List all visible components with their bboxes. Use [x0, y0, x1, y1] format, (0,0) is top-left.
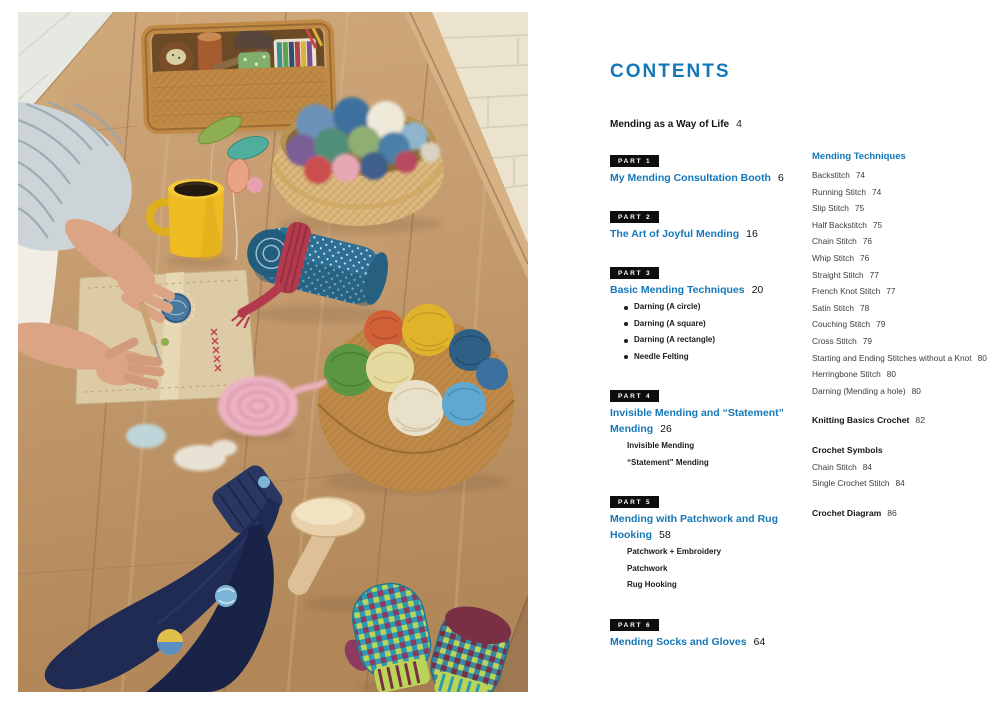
part-items	[610, 544, 825, 594]
technique-entry	[812, 300, 992, 317]
toc-intro-page-number: 4	[736, 118, 742, 130]
technique-page-number: 75	[854, 203, 865, 214]
part-badge: PART 5	[610, 496, 659, 508]
knitting-basics-entry: Knitting Basics Crochet 82	[812, 415, 925, 426]
part-title-label: My Mending Consultation Booth	[610, 172, 771, 184]
technique-page-number: 76	[862, 236, 872, 247]
technique-entry	[812, 233, 992, 250]
technique-page-number: 76	[859, 252, 870, 263]
part-title	[610, 282, 825, 298]
crochet-symbol-page-number: 84	[895, 478, 905, 489]
toc-part	[610, 385, 825, 471]
part-sub-item: Patchwork + Embroidery	[627, 547, 722, 556]
part-title	[610, 170, 825, 186]
toc-part	[610, 614, 825, 650]
knitting-page-number: 82	[915, 415, 925, 426]
technique-entry	[812, 366, 992, 383]
part-page-number: 16	[746, 228, 758, 240]
technique-label: Couching Stitch	[812, 319, 871, 330]
part-title-label: Invisible Mending and “Statement” Mending	[610, 407, 784, 435]
part-sub-item: Darning (A circle)	[610, 299, 825, 316]
technique-label: Half Backstitch	[812, 219, 867, 230]
photo-illustration	[18, 12, 528, 692]
technique-entry	[812, 217, 992, 234]
part-sub-item: Darning (A square)	[610, 316, 825, 333]
part-badge: PART 1	[610, 155, 659, 167]
page-title: CONTENTS	[610, 61, 731, 82]
technique-page-number: 77	[886, 286, 896, 297]
part-sub-item: Patchwork	[627, 563, 668, 573]
toc-part	[610, 150, 825, 186]
techniques-list	[812, 167, 992, 399]
part-badge: PART 6	[610, 619, 659, 631]
crochet-symbol-page-number: 84	[862, 461, 872, 472]
part-badge: PART 3	[610, 267, 659, 279]
technique-page-number: 79	[876, 319, 886, 330]
part-sub-item: Rug Hooking	[627, 580, 677, 589]
technique-entry	[812, 184, 992, 201]
part-sub-item: “Statement” Mending	[627, 457, 709, 467]
crochet-symbols-list	[812, 459, 992, 492]
toc-intro-entry	[610, 118, 742, 130]
part-title	[610, 405, 825, 437]
technique-page-number: 78	[859, 302, 870, 313]
technique-entry	[812, 167, 992, 184]
technique-entry	[812, 200, 992, 217]
part-page-number: 64	[753, 635, 766, 648]
technique-label: French Knot Stitch	[812, 286, 881, 297]
technique-label: Cross Stitch	[812, 335, 857, 346]
technique-label: Starting and Ending Stitches without a Knot	[812, 352, 972, 363]
toc-intro-label: Mending as a Way of Life	[610, 119, 730, 130]
part-badge: PART 2	[610, 211, 659, 223]
toc-parts-column	[610, 150, 825, 670]
part-title	[610, 511, 825, 543]
part-page-number: 6	[777, 172, 784, 184]
part-badge: PART 4	[610, 390, 659, 402]
crochet-symbol-label: Chain Stitch	[812, 461, 857, 472]
technique-page-number: 74	[871, 186, 882, 197]
crochet-symbol-label: Single Crochet Stitch	[812, 478, 890, 489]
technique-page-number: 79	[862, 335, 872, 346]
crochet-diagram-page-number: 86	[887, 507, 897, 518]
technique-label: Backstitch	[812, 170, 850, 180]
part-title	[610, 634, 825, 650]
crochet-symbol-entry	[812, 459, 992, 476]
technique-entry	[812, 267, 992, 284]
part-title	[610, 226, 825, 242]
photo	[18, 12, 528, 692]
part-title-label: Mending with Patchwork and Rug Hooking	[610, 513, 778, 541]
technique-entry	[812, 316, 992, 333]
part-sub-item: Needle Felting	[610, 349, 825, 366]
techniques-heading: Mending Techniques	[812, 151, 906, 162]
crochet-symbol-entry	[812, 475, 992, 492]
technique-page-number: 80	[886, 369, 896, 380]
technique-entry	[812, 350, 992, 367]
part-items	[610, 299, 825, 365]
part-page-number: 26	[660, 423, 672, 435]
technique-page-number: 77	[869, 269, 879, 280]
technique-label: Herringbone Stitch	[812, 369, 881, 380]
part-items	[610, 438, 825, 471]
technique-label: Slip Stitch	[812, 203, 849, 214]
toc-part	[610, 491, 825, 594]
technique-page-number: 75	[872, 219, 883, 230]
crochet-diagram-entry: Crochet Diagram 86	[812, 507, 897, 518]
technique-label: Whip Stitch	[812, 252, 854, 263]
toc-part	[610, 262, 825, 365]
part-sub-item: Darning (A rectangle)	[610, 332, 825, 349]
technique-page-number: 80	[911, 385, 921, 396]
technique-label: Straight Stitch	[812, 269, 864, 280]
technique-page-number: 74	[855, 170, 866, 180]
technique-entry	[812, 250, 992, 267]
technique-label: Darning (Mending a hole)	[812, 385, 906, 396]
part-title-label: The Art of Joyful Mending	[610, 228, 740, 240]
technique-page-number: 80	[977, 352, 987, 363]
technique-entry	[812, 333, 992, 350]
technique-label: Satin Stitch	[812, 302, 854, 313]
technique-entry	[812, 283, 992, 300]
toc-techniques-column	[812, 150, 992, 521]
part-sub-item: Invisible Mending	[627, 441, 695, 450]
crochet-symbols-heading: Crochet Symbols	[812, 444, 883, 455]
part-title-label: Mending Socks and Gloves	[610, 635, 747, 648]
part-title-label: Basic Mending Techniques	[610, 284, 745, 296]
technique-label: Chain Stitch	[812, 236, 857, 247]
technique-label: Running Stitch	[812, 186, 866, 197]
technique-entry	[812, 383, 992, 400]
part-page-number: 20	[751, 284, 764, 296]
toc-part	[610, 206, 825, 242]
part-page-number: 58	[659, 529, 671, 541]
